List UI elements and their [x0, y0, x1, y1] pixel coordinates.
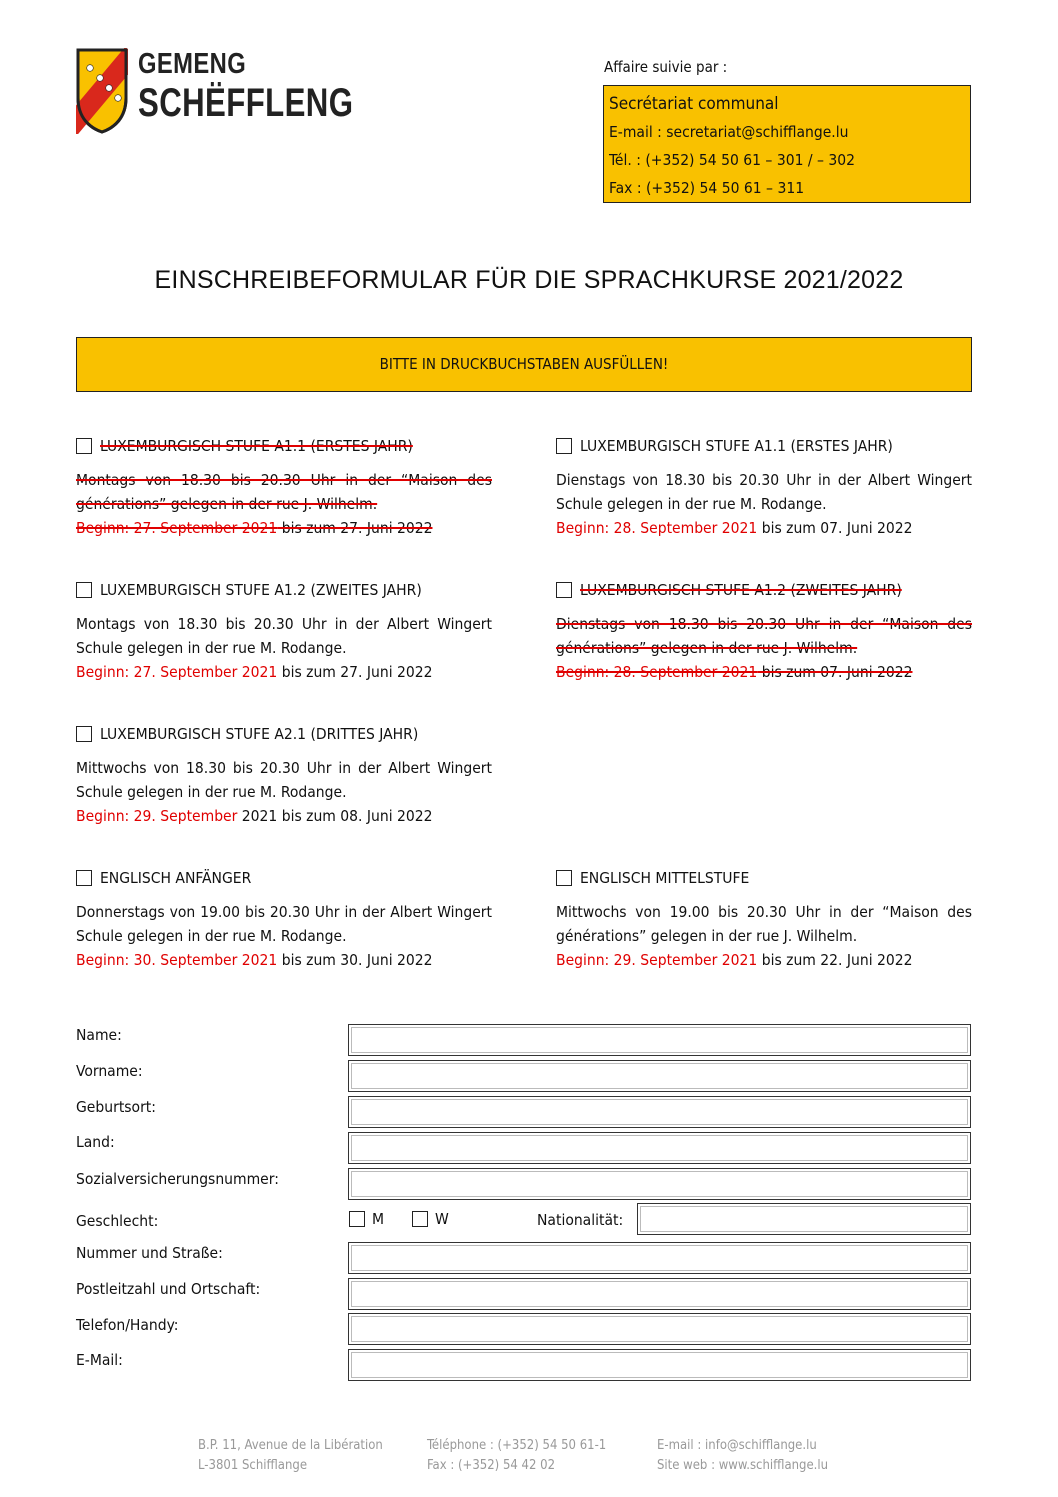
- telefon-field[interactable]: [348, 1313, 971, 1345]
- course-lux-a11-tuesday: [556, 434, 972, 540]
- contact-fax: Fax : (+352) 54 50 61 – 311: [609, 179, 805, 197]
- course-lux-a12-monday: [76, 578, 492, 684]
- footer-address: [198, 1436, 383, 1476]
- print-notice: BITTE IN DRUCKBUCHSTABEN AUSFÜLLEN!: [76, 337, 972, 392]
- land-label: Land:: [76, 1133, 115, 1151]
- geschlecht-label: Geschlecht:: [76, 1212, 159, 1230]
- contact-box: [603, 85, 971, 203]
- course-description: Mittwochs von 18.30 bis 20.30 Uhr in der Albert Wingert Schule gelegen in der rue M. Rodange.: [76, 759, 492, 801]
- contact-email: E-mail : secretariat@schifflange.lu: [609, 123, 849, 141]
- footer-phone-fax: [427, 1436, 606, 1476]
- course-end: bis zum 07. Juni 2022: [757, 519, 913, 537]
- gender-option-w: [412, 1210, 449, 1228]
- course-description: Montags von 18.30 bis 20.30 Uhr in der “Maison des générations” gelegen in der rue J. Wilhelm.: [76, 471, 492, 513]
- course-end: bis zum 22. Juni 2022: [757, 951, 913, 969]
- footer-address-line-2: L-3801 Schifflange: [198, 1458, 308, 1473]
- course-start: Beginn: 29. September 2021: [556, 951, 758, 969]
- course-lux-a12-tuesday: [556, 578, 972, 684]
- land-field[interactable]: [348, 1132, 971, 1164]
- footer-online: [657, 1436, 828, 1476]
- footer-email: E-mail : info@schifflange.lu: [657, 1438, 817, 1453]
- course-title: ENGLISCH ANFÄNGER: [100, 869, 252, 887]
- logo-wordmark: [138, 50, 414, 123]
- course-checkbox[interactable]: [76, 726, 92, 742]
- course-title: ENGLISCH MITTELSTUFE: [580, 869, 750, 887]
- email-field[interactable]: [348, 1349, 971, 1381]
- course-checkbox[interactable]: [76, 582, 92, 598]
- course-end: bis zum 07. Juni 2022: [757, 663, 913, 681]
- nationalitaet-field[interactable]: [637, 1203, 971, 1235]
- email-label: E-Mail:: [76, 1351, 123, 1369]
- course-end: 2021 bis zum 08. Juni 2022: [237, 807, 433, 825]
- footer-web: Site web : www.schifflange.lu: [657, 1458, 829, 1473]
- course-english-intermediate: [556, 866, 972, 972]
- contact-phone: Tél. : (+352) 54 50 61 – 301 / – 302: [609, 151, 856, 169]
- course-title: LUXEMBURGISCH STUFE A2.1 (DRITTES JAHR): [100, 725, 419, 743]
- nationalitaet-label: Nationalität:: [537, 1211, 624, 1229]
- course-description: Montags von 18.30 bis 20.30 Uhr in der Albert Wingert Schule gelegen in der rue M. Rodange.: [76, 615, 492, 657]
- course-title: LUXEMBURGISCH STUFE A1.2 (ZWEITES JAHR): [580, 581, 902, 599]
- course-description: Dienstags von 18.30 bis 20.30 Uhr in der Albert Wingert Schule gelegen in der rue M. Rodange.: [556, 471, 972, 513]
- course-start: Beginn: 27. September 2021: [76, 519, 278, 537]
- strasse-label: Nummer und Straße:: [76, 1244, 223, 1262]
- sozialversicherung-label: Sozialversicherungsnummer:: [76, 1170, 279, 1188]
- course-start: Beginn: 28. September 2021: [556, 663, 758, 681]
- course-end: bis zum 27. Juni 2022: [277, 519, 433, 537]
- course-lux-a11-monday: [76, 434, 492, 540]
- contact-heading: Affaire suivie par :: [604, 58, 728, 76]
- course-end: bis zum 30. Juni 2022: [277, 951, 433, 969]
- vorname-field[interactable]: [348, 1060, 971, 1092]
- course-end: bis zum 27. Juni 2022: [277, 663, 433, 681]
- gender-option-m: [349, 1210, 384, 1228]
- logo-line-2: SCHËFFLENG: [138, 81, 354, 125]
- footer-address-line-1: B.P. 11, Avenue de la Libération: [198, 1438, 383, 1453]
- course-lux-a21: [76, 722, 492, 828]
- course-description: Donnerstags von 19.00 bis 20.30 Uhr in der Albert Wingert Schule gelegen in der rue M. Rodange.: [76, 903, 492, 945]
- gender-w-checkbox[interactable]: [412, 1211, 428, 1227]
- course-title: LUXEMBURGISCH STUFE A1.2 (ZWEITES JAHR): [100, 581, 422, 599]
- course-english-beginner: [76, 866, 492, 972]
- geburtsort-label: Geburtsort:: [76, 1098, 156, 1116]
- name-field[interactable]: [348, 1024, 971, 1056]
- course-checkbox[interactable]: [76, 870, 92, 886]
- course-start: Beginn: 30. September 2021: [76, 951, 278, 969]
- footer-fax: Fax : (+352) 54 42 02: [427, 1458, 556, 1473]
- telefon-label: Telefon/Handy:: [76, 1316, 179, 1334]
- course-start: Beginn: 28. September 2021: [556, 519, 758, 537]
- course-description: Dienstags von 18.30 bis 20.30 Uhr in der “Maison des générations” gelegen in der rue J. Wilhelm.: [556, 615, 972, 657]
- sozialversicherung-field[interactable]: [348, 1168, 971, 1200]
- gender-m-label: M: [372, 1210, 385, 1228]
- ort-field[interactable]: [348, 1278, 971, 1310]
- page-title: EINSCHREIBEFORMULAR FÜR DIE SPRACHKURSE 2021/2022: [154, 266, 904, 294]
- course-start: Beginn: 27. September 2021: [76, 663, 278, 681]
- course-checkbox[interactable]: [556, 870, 572, 886]
- gender-m-checkbox[interactable]: [349, 1211, 365, 1227]
- course-title: LUXEMBURGISCH STUFE A1.1 (ERSTES JAHR): [580, 437, 893, 455]
- strasse-field[interactable]: [348, 1242, 971, 1274]
- geburtsort-field[interactable]: [348, 1096, 971, 1128]
- ort-label: Postleitzahl und Ortschaft:: [76, 1280, 261, 1298]
- vorname-label: Vorname:: [76, 1062, 143, 1080]
- course-start: Beginn: 29. September: [76, 807, 238, 825]
- coat-of-arms-icon: [76, 48, 128, 134]
- logo-line-1: GEMENG: [138, 48, 247, 80]
- course-checkbox[interactable]: [76, 438, 92, 454]
- contact-department: Secrétariat communal: [609, 94, 779, 114]
- course-checkbox[interactable]: [556, 438, 572, 454]
- course-description: Mittwochs von 19.00 bis 20.30 Uhr in der “Maison des générations” gelegen in der rue J. Wilhelm.: [556, 903, 972, 945]
- footer-phone: Téléphone : (+352) 54 50 61-1: [427, 1438, 607, 1453]
- name-label: Name:: [76, 1026, 122, 1044]
- course-checkbox[interactable]: [556, 582, 572, 598]
- gender-w-label: W: [435, 1210, 449, 1228]
- course-title: LUXEMBURGISCH STUFE A1.1 (ERSTES JAHR): [100, 437, 413, 455]
